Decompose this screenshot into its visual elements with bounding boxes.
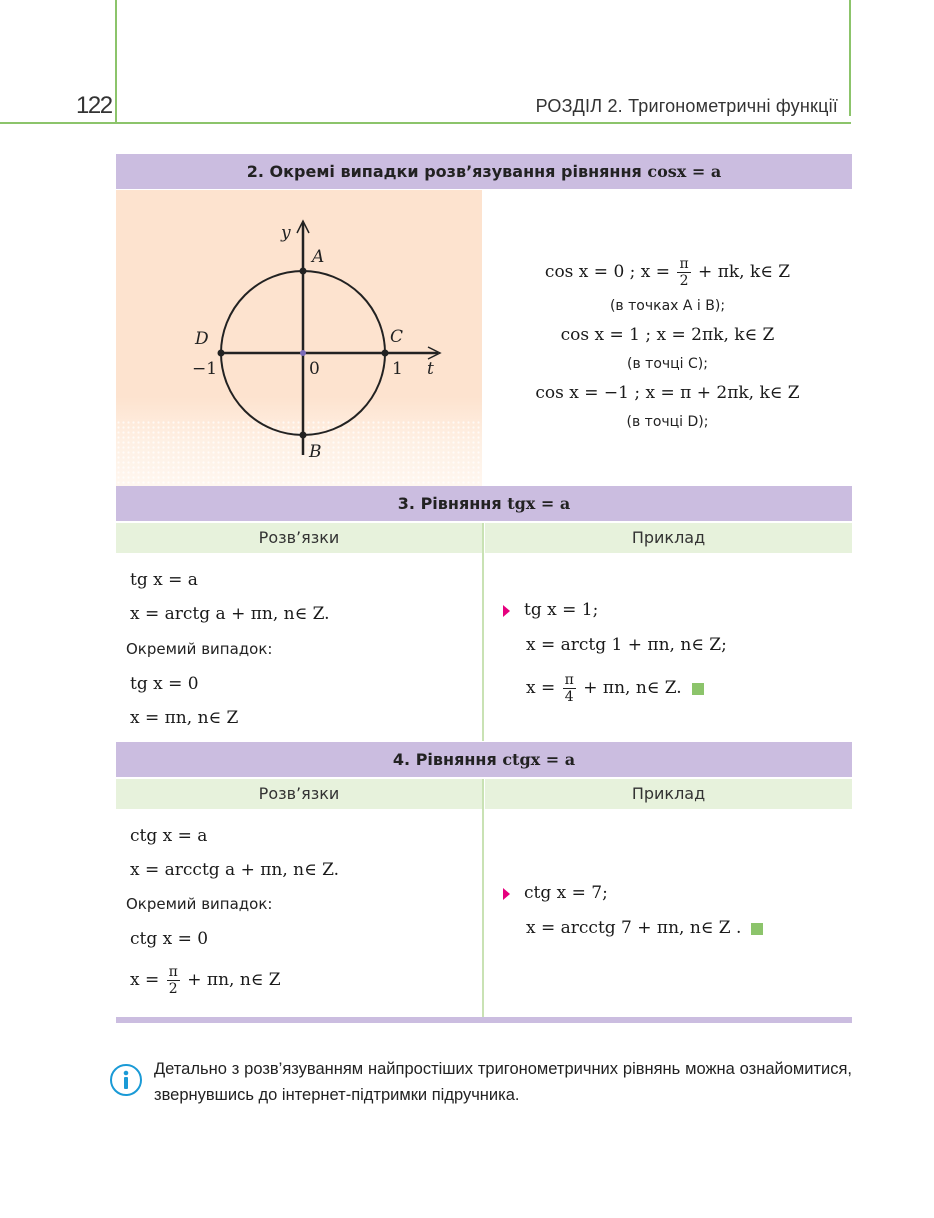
ctg-zero-equation: ctg x = 0 [130,929,209,949]
end-of-example-square-icon [692,683,704,695]
section4-col-solutions: Розв’язки [116,779,482,809]
tg-zero-equation: tg x = 0 [130,674,199,694]
cos-zero-rhs: + πk, k∈ Z [698,262,791,282]
tg-answer-lhs: x = [526,678,556,698]
cos-zero-lhs: cos x = 0 ; x = [544,262,671,282]
tg-special-case-label: Окремий випадок: [126,640,273,658]
point-b [300,432,307,439]
header-frame-left [115,0,117,122]
dot-texture [116,420,482,486]
chapter-title: РОЗДІЛ 2. Тригонометричні функції [535,96,838,116]
section3-title-math: tgx = a [507,494,571,513]
label-minus-one: −1 [192,359,218,379]
label-y: y [281,223,291,243]
tg-example-text: tg x = 1; [524,600,599,620]
section4-divider [482,779,484,1017]
section4-col-example: Приклад [485,779,852,809]
ctg-zero-lhs: x = [130,970,160,990]
origin-point [300,350,306,356]
fraction-denominator: 2 [677,272,690,289]
label-a: A [312,247,325,267]
section3-title-bar [116,486,852,521]
fraction-numerator: π [168,964,178,980]
header-frame-right [849,0,851,116]
ctg-zero-rhs: + πn, n∈ Z [187,970,281,990]
section4-title-bar [116,742,852,777]
note-point-d: (в точці D); [626,414,709,430]
page-number: 122 [76,92,112,119]
section2-title-math: cosx = a [647,162,722,181]
fraction-denominator: 2 [167,980,180,997]
ctg-example-text: ctg x = 7; [524,883,608,903]
section3-divider [482,523,484,741]
pi-over-two-fraction [677,256,690,289]
label-t: t [427,359,434,379]
label-d: D [195,329,209,349]
ctg-example-answer [526,918,763,938]
tg-zero-solution: x = πn, n∈ Z [130,708,239,728]
tg-example-answer [526,672,704,705]
unit-circle-panel [116,190,482,486]
tg-solution: x = arctg a + πn, n∈ Z. [130,604,330,624]
tg-example-equation [503,600,598,620]
cos-zero-equation [483,256,852,289]
fraction-numerator: π [564,672,574,688]
cos-one-equation: cos x = 1 ; x = 2πk, k∈ Z [560,325,775,345]
ctg-solution: x = arcctg a + πn, n∈ Z. [130,860,340,880]
info-icon [109,1063,143,1097]
label-one: 1 [392,359,403,379]
label-c: C [390,327,404,347]
tg-example-step: x = arctg 1 + πn, n∈ Z; [526,635,727,655]
section3-col-solutions: Розв’язки [116,523,482,553]
section4-title-math: ctgx = a [502,750,576,769]
note-points-ab: (в точках A і B); [609,298,726,314]
label-zero: 0 [309,359,320,379]
fraction-numerator: π [679,256,689,272]
point-a [300,268,307,275]
section3-col-example: Приклад [485,523,852,553]
section2-title-bar [116,154,852,189]
section4-title-text: 4. Рівняння [392,750,503,769]
ctg-equation: ctg x = a [130,826,208,846]
point-d [218,350,225,357]
pi-over-two-fraction [167,964,180,997]
end-of-example-square-icon [751,923,763,935]
section2-title-text: 2. Окремі випадки розв’язування рівняння [246,162,648,181]
point-c [382,350,389,357]
ctg-answer-text: x = arcctg 7 + πn, n∈ Z . [526,918,742,938]
ctg-zero-solution [130,964,281,997]
ctg-special-case-label: Окремий випадок: [126,895,273,913]
label-b: B [309,442,322,462]
table-bottom-bar [116,1017,852,1023]
note-point-c: (в точці C); [627,356,708,372]
header-frame-bottom [0,122,851,124]
fraction-denominator: 4 [563,688,576,705]
info-note-text: Детально з розв’язуванням найпростіших тригонометричних рівнянь можна ознайомитися, звернувшись до інтернет-підтримки підручника. [154,1060,852,1104]
unit-circle-diagram [116,190,482,486]
section3-title-text: 3. Рівняння [397,494,508,513]
cos-minus-one-equation: cos x = −1 ; x = π + 2πk, k∈ Z [535,383,800,403]
example-marker-icon [503,888,510,900]
pi-over-four-fraction [563,672,576,705]
tg-equation: tg x = a [130,570,198,590]
ctg-example-equation [503,883,608,903]
tg-answer-rhs: + πn, n∈ Z. [583,678,682,698]
example-marker-icon [503,605,510,617]
